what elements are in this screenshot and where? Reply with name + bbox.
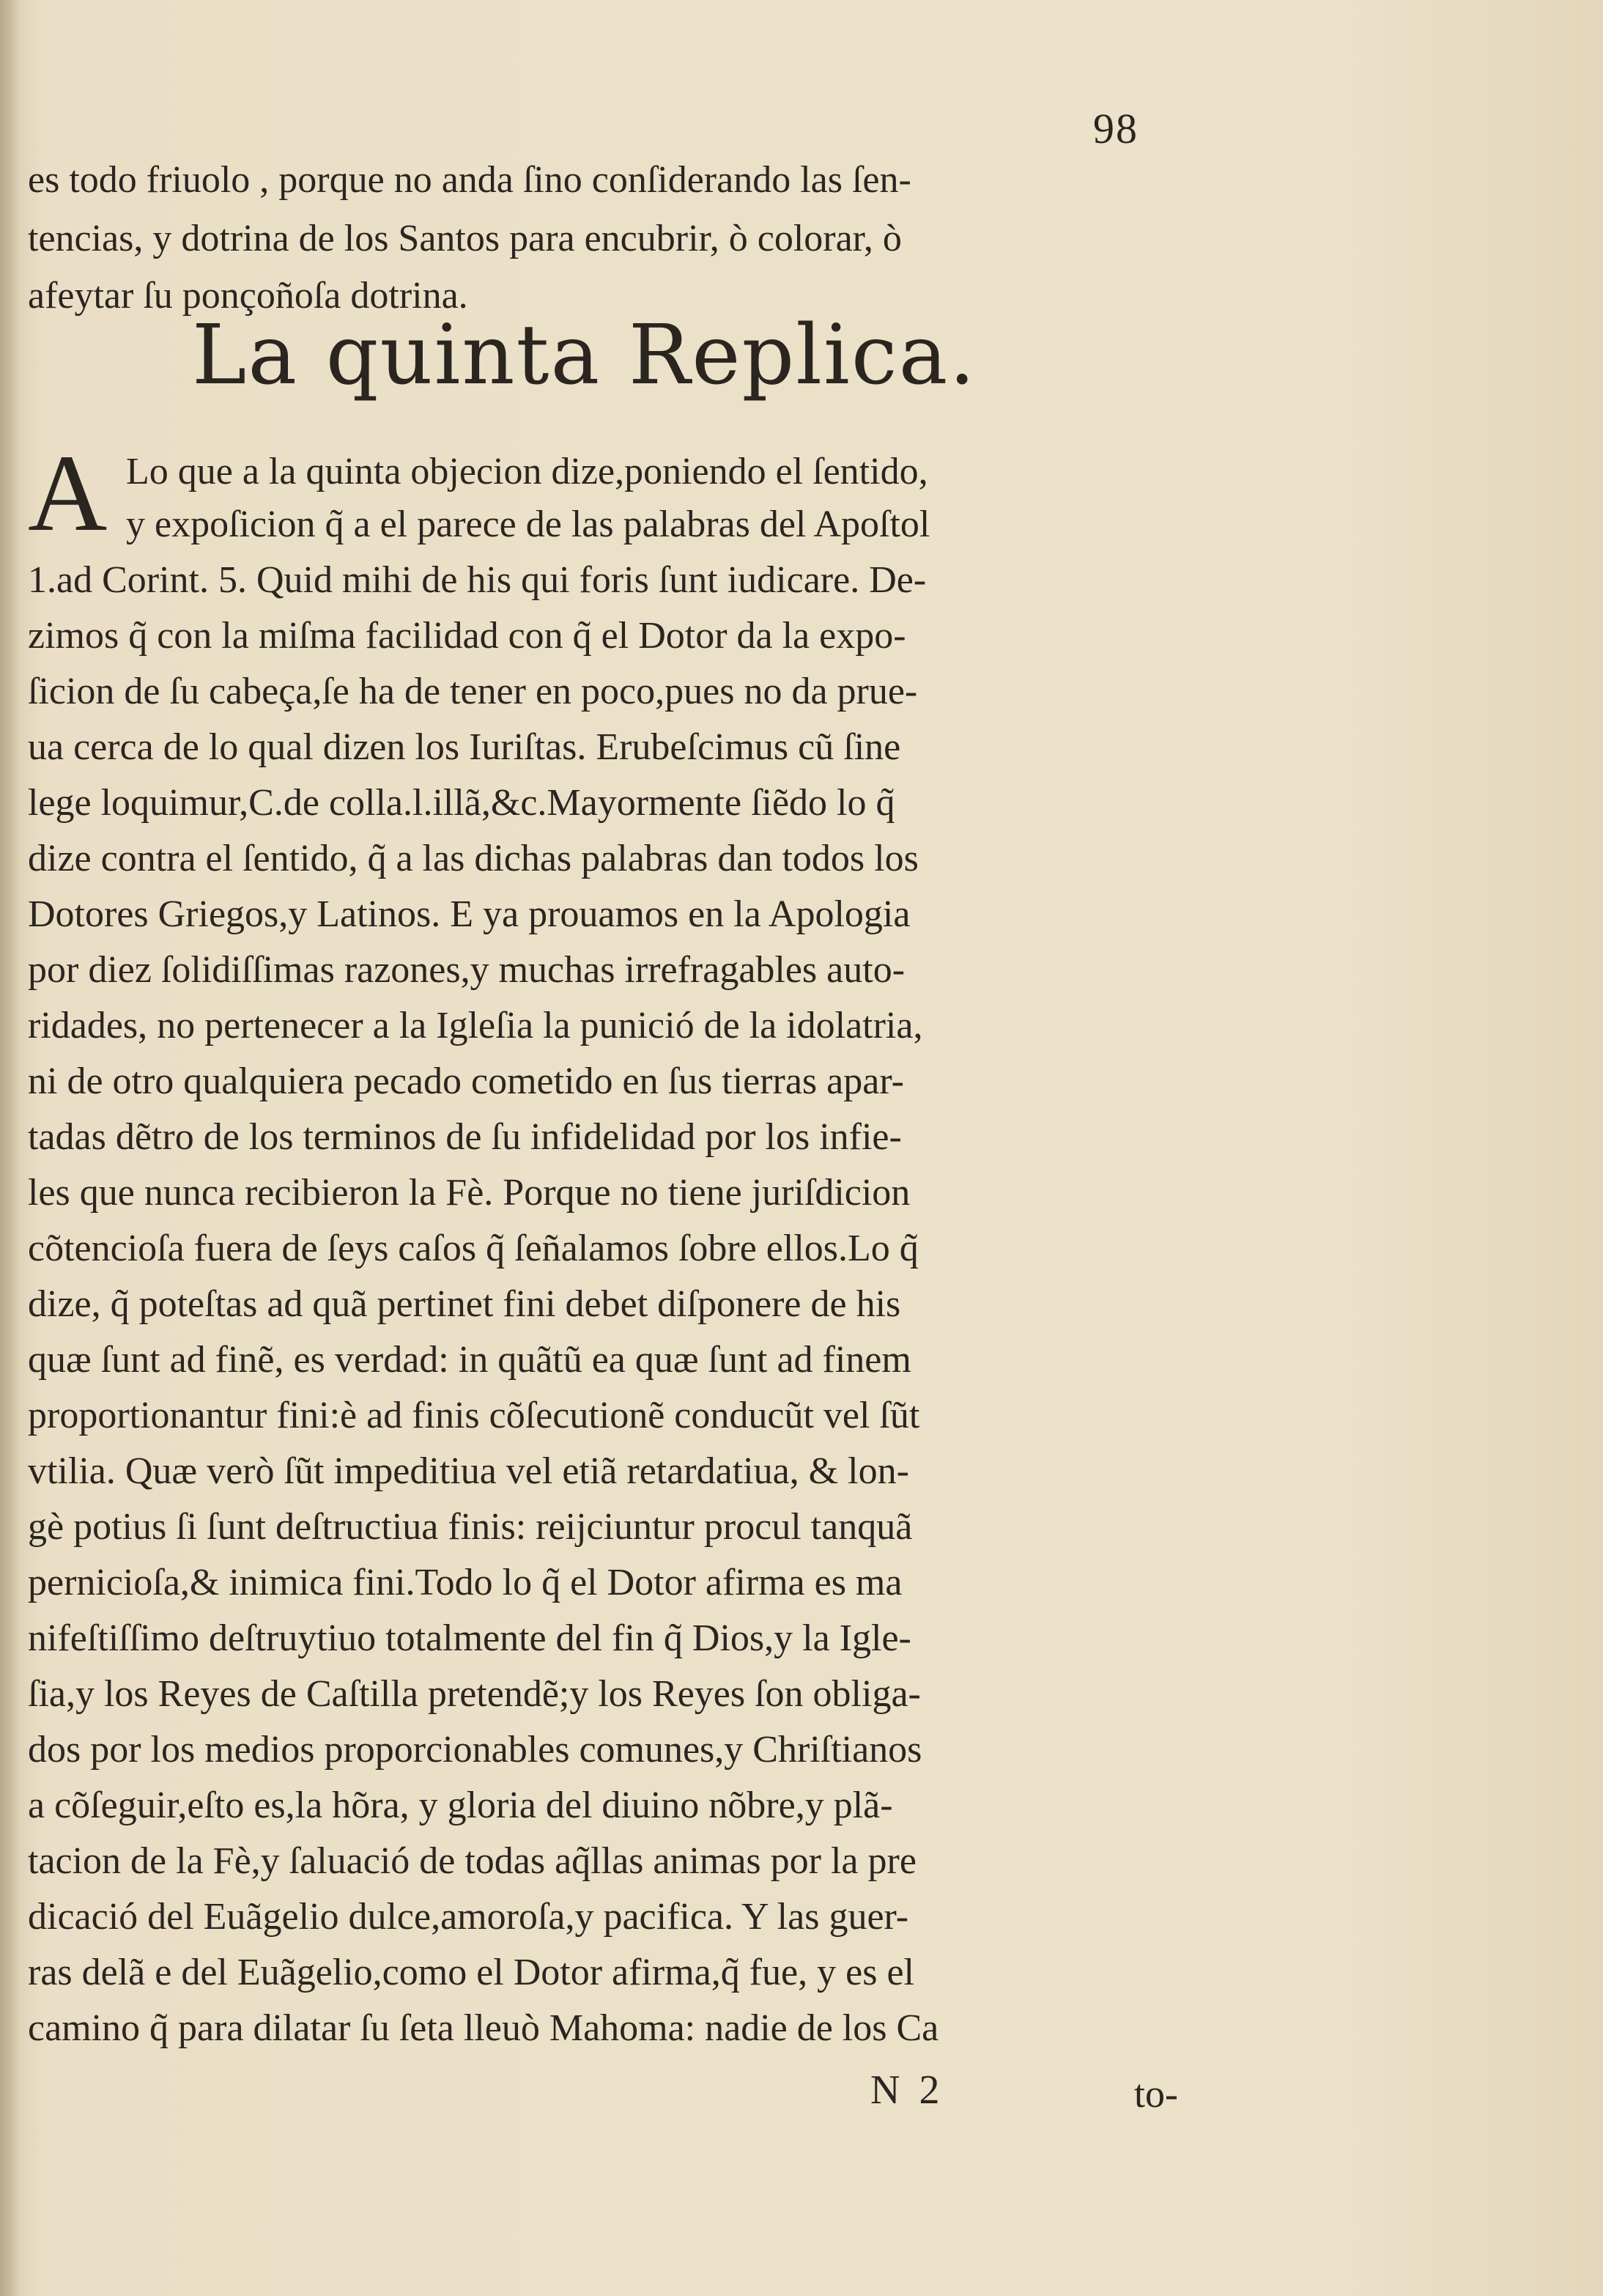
drop-cap-initial: A [28,432,108,554]
body-line: dos por los medios proporcionables comunes,y Chriſtianos [28,1729,922,1771]
body-line: proportionantur fini:è ad finis cõſecutionẽ conducũt vel ſũt [28,1395,920,1436]
body-line: les que nunca recibieron la Fè. Porque no tiene juriſdicion [28,1172,911,1214]
first-line: y expoſicion q̃ a el parece de las palabras del Apoſtol [126,503,930,545]
body-line: gè potius ſi ſunt deſtructiua finis: reijciuntur procul tanquã [28,1506,913,1548]
body-line: tadas dẽtro de los terminos de ſu infidelidad por los infie- [28,1116,902,1158]
first-line: Lo que a la quinta objecion dize,poniendo el ſentido, [126,451,928,492]
intro-line: afeytar ſu ponçoñoſa dotrina. [28,275,468,317]
body-line: ridades, no pertenecer a la Igleſia la punició de la idolatria, [28,1005,923,1047]
body-line: por diez ſolidiſſimas razones,y muchas irrefragables auto- [28,949,906,991]
signature-mark: N 2 [870,2067,944,2113]
body-line: cõtencioſa fuera de ſeys caſos q̃ ſeñalamos ſobre ellos.Lo q̃ [28,1228,919,1269]
body-line: camino q̃ para dilatar ſu ſeta lleuò Mahoma: nadie de los Ca [28,2007,939,2049]
intro-line: es todo friuolo , porque no anda ſino conſiderando las ſen- [28,159,911,201]
catchword: to- [1134,2072,1178,2116]
page-gutter-shadow [0,0,21,2296]
body-line: ſicion de ſu cabeça,ſe ha de tener en poco,pues no da prue- [28,671,918,712]
body-line: dicació del Euãgelio dulce,amoroſa,y pacifica. Y las guer- [28,1896,909,1938]
body-line: ni de otro qualquiera pecado cometido en ſus tierras apar- [28,1060,904,1102]
body-line: zimos q̃ con la miſma facilidad con q̃ el Dotor da la expo- [28,615,906,657]
body-line: a cõſeguir,eſto es,la hõra, y gloria del diuino nõbre,y plã- [28,1784,893,1826]
body-line: ras delã e del Euãgelio,como el Dotor afirma,q̃ fue, y es el [28,1952,914,1993]
body-line: pernicioſa,& inimica fini.Todo lo q̃ el Dotor afirma es ma [28,1562,903,1603]
page-number: 98 [1093,105,1139,152]
body-line: 1.ad Corint. 5. Quid mihi de his qui foris ſunt iudicare. De- [28,559,927,601]
intro-line: tencias, y dotrina de los Santos para encubrir, ò colorar, ò [28,218,902,259]
body-line: ua cerca de lo qual dizen los Iuriſtas. Erubeſcimus cũ ſine [28,726,901,768]
body-line: vtilia. Quæ verò ſũt impeditiua vel etiã retardatiua, & lon- [28,1450,909,1492]
body-line: Dotores Griegos,y Latinos. E ya prouamos en la Apologia [28,893,911,935]
body-line: ſia,y los Reyes de Caſtilla pretendẽ;y los Reyes ſon obliga- [28,1673,921,1715]
body-line: tacion de la Fè,y ſaluació de todas aq̃llas animas por la pre [28,1840,917,1882]
section-heading: La quinta Replica. [192,308,977,403]
body-line: lege loquimur,C.de colla.l.illã,&c.Mayormente ſiẽdo lo q̃ [28,782,895,824]
body-line: nifeſtiſſimo deſtruytiuo totalmente del fin q̃ Dios,y la Igle- [28,1617,911,1659]
body-line: dize, q̃ poteſtas ad quã pertinet fini debet diſponere de his [28,1283,901,1325]
body-line: dize contra el ſentido, q̃ a las dichas palabras dan todos los [28,838,919,879]
body-line: quæ ſunt ad finẽ, es verdad: in quãtũ ea quæ ſunt ad finem [28,1339,911,1381]
